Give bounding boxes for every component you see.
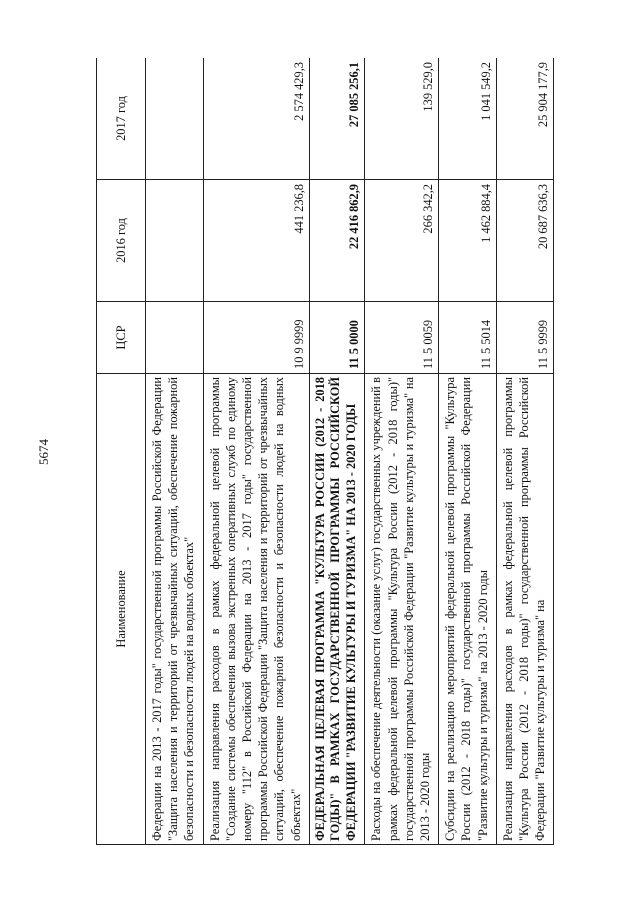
row-name: Субсидии на реализацию мероприятий федеральной целевой программы "Культура России (2012 - 2018 годы)" государственной программы Российской Федерации "Развитие культуры и туризма" на 2013 - 2020 годы [439,374,497,845]
row-code: 11 5 5014 [439,302,497,374]
row-value-2017: 1 041 549,2 [439,58,497,180]
row-value-2016: 1 462 884,4 [439,180,497,302]
budget-table [96,58,554,845]
row-code: 11 5 0000 [309,302,365,374]
row-value-2016: 22 416 862,9 [309,180,365,302]
rotated-table-viewport [96,58,595,845]
row-value-2017 [146,58,204,180]
header-year-2016: 2016 год [97,180,146,302]
row-code: 10 9 9999 [203,302,309,374]
row-name: Федерации на 2013 - 2017 годы" государственной программы Российской Федерации "Защита населения и территорий от чрезвычайных ситуаций, обеспечение пожарной безопасности и безопасности людей на водных объектах" [146,374,204,845]
row-value-2016: 20 687 636,3 [496,180,554,302]
table-row-program-total [309,58,365,845]
table-row [203,58,309,845]
header-name: Наименование [97,374,146,845]
row-value-2017: 139 529,0 [365,58,439,180]
row-code: 11 5 0059 [365,302,439,374]
row-name: Расходы на обеспечение деятельности (оказание услуг) государственных учреждений в рамках федеральной целевой программы "Культура России (2012 - 2018 годы)" государственной программы Российской Федерации "Развитие культуры и туризма" на 2013 - 2020 годы [365,374,439,845]
row-value-2016: 266 342,2 [365,180,439,302]
header-code: ЦСР [97,302,146,374]
rotated-table-container [96,58,595,845]
row-value-2016: 441 236,8 [203,180,309,302]
table-row [496,58,554,845]
row-name: Реализация направления расходов в рамках федеральной целевой программы "Культура России (2012 - 2018 годы)" государственной программы Российской Федерации "Развитие культуры и туризма" на [496,374,554,845]
row-name: Реализация направления расходов в рамках федеральной целевой программы "Создание системы обеспечения вызова экстренных оперативных служб по единому номеру "112" в Российской Федерации на 2013 - 2017 годы" государственной программы Российской Федерации "Защита населения и территорий от чрезвычайных ситуаций, обеспечение пожарной безопасности и безопасности людей на водных объектах" [203,374,309,845]
row-value-2017: 27 085 256,1 [309,58,365,180]
row-value-2017: 2 574 429,3 [203,58,309,180]
table-row [365,58,439,845]
table-row [146,58,204,845]
row-value-2016 [146,180,204,302]
row-value-2017: 25 904 177,9 [496,58,554,180]
row-code [146,302,204,374]
table-header-row [97,58,146,845]
page-number: 5674 [36,439,51,465]
header-year-2017: 2017 год [97,58,146,180]
table-row [439,58,497,845]
row-code: 11 5 9999 [496,302,554,374]
row-name: ФЕДЕРАЛЬНАЯ ЦЕЛЕВАЯ ПРОГРАММА "КУЛЬТУРА РОССИИ (2012 - 2018 ГОДЫ)" В РАМКАХ ГОСУДАРСТВЕННОЙ ПРОГРАММЫ РОССИЙСКОЙ ФЕДЕРАЦИИ "РАЗВИТИЕ КУЛЬТУРЫ И ТУРИЗМА" НА 2013 - 2020 ГОДЫ [309,374,365,845]
